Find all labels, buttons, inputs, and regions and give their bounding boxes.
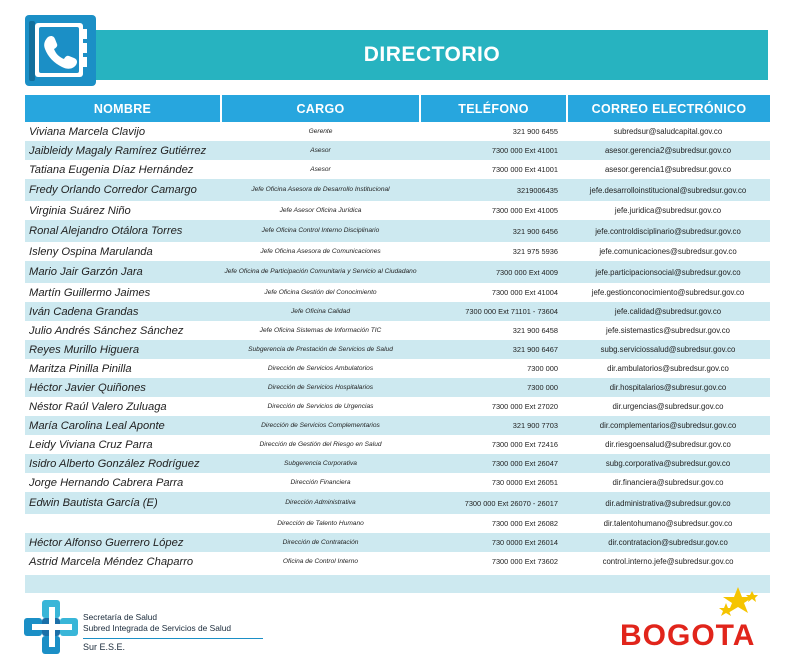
name-cell: Virginia Suárez Niño	[29, 204, 131, 217]
logo-line-3: Sur E.S.E.	[83, 642, 126, 652]
cargo-cell: Gerente	[308, 127, 333, 135]
name-cell: Jorge Hernando Cabrera Parra	[29, 476, 184, 489]
cargo-cell: Dirección de Servicios Ambulatorios	[267, 364, 374, 372]
phone-cell: 321 900 6455	[512, 127, 558, 136]
cargo-cell: Dirección de Servicios Complementarios	[261, 421, 380, 429]
name-cell: Mario Jair Garzón Jara	[29, 266, 143, 278]
table-row	[25, 552, 770, 571]
phone-cell: 321 900 6458	[512, 326, 558, 335]
cargo-cell: Dirección de Talento Humano	[277, 519, 364, 527]
column-header-phone: TELÉFONO	[421, 95, 566, 122]
email-cell: jefe.desarrolloinstitucional@subredsur.gov.co	[589, 185, 747, 195]
table-row	[25, 122, 770, 141]
email-cell: jefe.sistemastics@subredsur.gov.co	[606, 326, 730, 335]
phone-cell: 321 900 6467	[512, 345, 558, 354]
cargo-cell: Jefe Oficina Asesora de Desarrollo Institucional	[251, 186, 390, 193]
email-cell: jefe.juridica@subredsur.gov.co	[614, 206, 722, 215]
name-cell: Jaibleidy Magaly Ramírez Gutiérrez	[29, 144, 207, 157]
name-cell: Néstor Raúl Valero Zuluaga	[29, 400, 167, 413]
phone-cell: 7300 000 Ext 27020	[491, 402, 558, 411]
table-row	[25, 261, 770, 283]
phone-cell: 730 0000 Ext 26014	[491, 538, 558, 547]
table-row	[25, 397, 770, 416]
page-title: DIRECTORIO	[96, 30, 768, 80]
email-cell: subredsur@saludcapital.gov.co	[613, 127, 723, 136]
email-cell: dir.administrativa@subredsur.gov.co	[605, 498, 731, 508]
name-cell: Martín Guillermo Jaimes	[29, 286, 151, 299]
cargo-cell: Jefe Asesor Oficina Jurídica	[279, 206, 362, 214]
name-cell: Leidy Viviana Cruz Parra	[29, 438, 153, 451]
email-cell: jefe.comunicaciones@subredsur.gov.co	[599, 247, 737, 256]
table-row	[25, 321, 770, 340]
table-row	[25, 201, 770, 220]
table-row	[25, 473, 770, 492]
email-cell: dir.complementarios@subredsur.gov.co	[599, 421, 737, 430]
directory-table	[25, 95, 770, 571]
name-cell: Isidro Alberto González Rodríguez	[29, 457, 200, 470]
phone-cell: 730 0000 Ext 26051	[491, 478, 558, 487]
cargo-cell: Jefe Oficina Control Interno Disciplinario	[261, 227, 380, 234]
name-cell: Fredy Orlando Corredor Camargo	[29, 184, 197, 196]
name-cell: Julio Andrés Sánchez Sánchez	[29, 324, 184, 337]
cargo-cell: Dirección de Servicios de Urgencias	[267, 402, 374, 410]
table-row	[25, 514, 770, 533]
column-header-email: CORREO ELECTRÓNICO	[568, 95, 770, 122]
table-row	[25, 160, 770, 179]
email-cell: dir.hospitalarios@subresur.gov.co	[609, 383, 727, 392]
name-cell: Ronal Alejandro Otálora Torres	[29, 225, 183, 237]
logo-line-2: Subred Integrada de Servicios de Salud	[83, 623, 232, 633]
cargo-cell: Subgerencia de Prestación de Servicios de Salud	[248, 345, 393, 353]
phone-cell: 7300 000 Ext 41001	[491, 146, 558, 155]
cargo-cell: Jefe Oficina Calidad	[290, 307, 350, 315]
email-cell: dir.contratacion@subredsur.gov.co	[608, 538, 728, 547]
email-cell: subg.corporativa@subredsur.gov.co	[605, 459, 731, 468]
email-cell: jefe.gestionconocimiento@subredsur.gov.co	[591, 288, 745, 297]
name-cell: Tatiana Eugenia Díaz Hernández	[29, 163, 194, 176]
bogota-wordmark: BOGOTA	[620, 619, 756, 652]
cargo-cell: Dirección de Contratación	[282, 538, 359, 546]
table-row	[25, 359, 770, 378]
phone-cell: 7300 000 Ext 41005	[491, 206, 558, 215]
table-row	[25, 302, 770, 321]
column-header-name: NOMBRE	[25, 95, 220, 122]
phone-cell: 7300 000 Ext 26047	[491, 459, 558, 468]
table-row	[25, 416, 770, 435]
table-row	[25, 220, 770, 242]
email-cell: dir.urgencias@subredsur.gov.co	[612, 402, 724, 411]
table-row	[25, 283, 770, 302]
cargo-cell: Asesor	[310, 165, 331, 173]
name-cell: Héctor Javier Quiñones	[29, 381, 146, 394]
cargo-cell: Jefe Oficina Sistemas de Información TIC	[259, 326, 382, 334]
table-row	[25, 179, 770, 201]
email-cell: jefe.calidad@subredsur.gov.co	[614, 307, 722, 316]
phone-cell: 7300 000 Ext 71101 - 73604	[465, 307, 558, 316]
name-cell: María Carolina Leal Aponte	[29, 419, 165, 432]
cargo-cell: Dirección de Gestión del Riesgo en Salud	[259, 440, 382, 448]
table-row	[25, 492, 770, 514]
name-cell: Maritza Pinilla Pinilla	[29, 362, 132, 375]
table-body	[25, 122, 770, 571]
phone-cell: 7300 000 Ext 4009	[495, 267, 558, 277]
table-row	[25, 435, 770, 454]
table-header	[25, 95, 770, 122]
phone-cell: 7300 000	[527, 383, 558, 392]
phone-cell: 7300 000 Ext 26082	[491, 519, 558, 528]
phone-cell: 321 900 6456	[512, 226, 558, 236]
cargo-cell: Oficina de Control Interno	[282, 557, 359, 565]
phone-cell: 321 975 5936	[512, 247, 558, 256]
cargo-cell: Dirección Administrativa	[285, 499, 356, 506]
email-cell: jefe.controldisciplinario@subredsur.gov.co	[595, 226, 741, 236]
name-cell: Iván Cadena Grandas	[29, 305, 139, 318]
cargo-cell: Asesor	[310, 146, 331, 154]
email-cell: jefe.participacionsocial@subredsur.gov.co	[595, 267, 741, 277]
secretaria-salud-logo	[22, 598, 262, 658]
cargo-cell: Dirección de Servicios Hospitalarios	[267, 383, 374, 391]
phone-cell: 7300 000 Ext 41004	[491, 288, 558, 297]
phone-cell: 3219006435	[516, 185, 558, 195]
cargo-cell: Subgerencia Corporativa	[284, 459, 357, 467]
table-row	[25, 533, 770, 552]
email-cell: subg.serviciossalud@subredsur.gov.co	[600, 345, 736, 354]
phone-cell: 7300 000 Ext 72416	[491, 440, 558, 449]
table-row	[25, 141, 770, 160]
phone-cell: 7300 000 Ext 26070 - 26017	[464, 498, 558, 508]
phone-cell: 7300 000 Ext 41001	[491, 165, 558, 174]
name-cell: Edwin Bautista García (E)	[29, 497, 158, 509]
cargo-cell: Jefe Oficina de Participación Comunitaria y Servicio al Ciudadano	[224, 268, 417, 275]
email-cell: dir.riesgoensalud@subredsur.gov.co	[605, 440, 731, 449]
email-cell: dir.ambulatorios@subredsur.gov.co	[607, 364, 729, 373]
cargo-cell: Dirección Financiera	[290, 478, 351, 486]
table-row	[25, 242, 770, 261]
name-cell: Reyes Murillo Higuera	[29, 343, 140, 356]
phone-cell: 7300 000 Ext 73602	[491, 557, 558, 566]
name-cell: Isleny Ospina Marulanda	[29, 245, 153, 258]
bogota-logo	[618, 585, 768, 660]
email-cell: asesor.gerencia1@subredsur.gov.co	[604, 165, 732, 174]
phone-cell: 321 900 7703	[512, 421, 558, 430]
email-cell: control.interno.jefe@subredsur.gov.co	[602, 557, 734, 566]
email-cell: dir.financiera@subredsur.gov.co	[612, 478, 724, 487]
email-cell: asesor.gerencia2@subredsur.gov.co	[604, 146, 732, 155]
table-row	[25, 378, 770, 397]
directory-book-icon	[25, 15, 96, 86]
health-cross-icon	[22, 598, 82, 658]
table-row	[25, 340, 770, 359]
cargo-cell: Jefe Oficina Gestión del Conocimiento	[264, 288, 377, 296]
name-cell: Viviana Marcela Clavijo	[29, 125, 146, 138]
table-row	[25, 454, 770, 473]
column-header-cargo: CARGO	[222, 95, 419, 122]
name-cell: Astrid Marcela Méndez Chaparro	[29, 555, 194, 568]
cargo-cell: Jefe Oficina Asesora de Comunicaciones	[260, 247, 381, 255]
name-cell: Héctor Alfonso Guerrero López	[29, 536, 184, 549]
logo-line-1: Secretaría de Salud	[83, 612, 158, 622]
email-cell: dir.talentohumano@subredsur.gov.co	[603, 519, 733, 528]
phone-cell: 7300 000	[527, 364, 558, 373]
